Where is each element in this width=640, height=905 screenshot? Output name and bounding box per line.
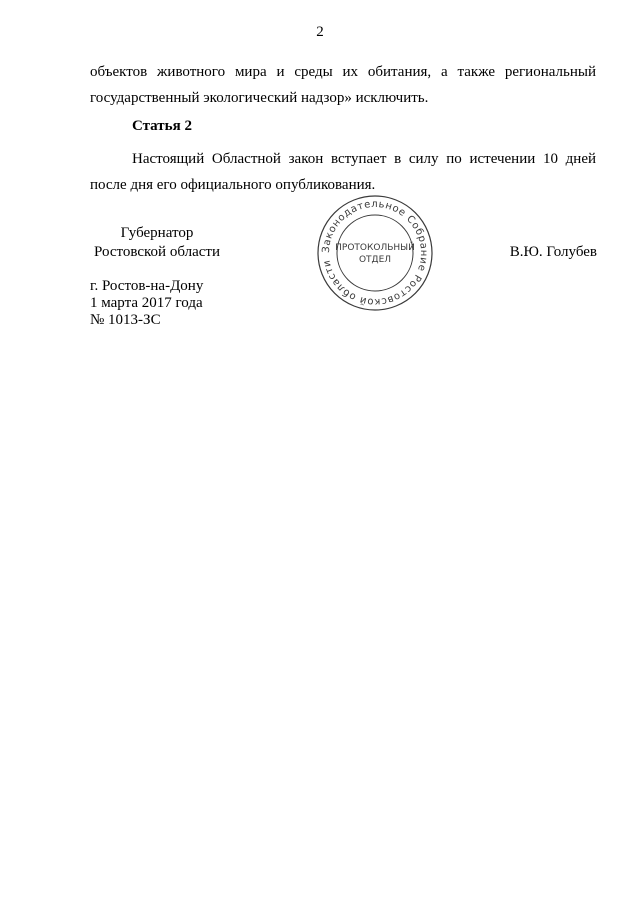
paragraph-line: Настоящий Областной закон вступает в силу по истечении 10 дней [132, 151, 596, 167]
city: г. Ростов-на-Дону [90, 278, 204, 294]
page-number: 2 [316, 24, 324, 40]
signer-title-line: Губернатор [120, 225, 194, 241]
stamp-ring-text: Законодательное Собрание Ростовской области [320, 198, 430, 308]
place-date-block [90, 278, 203, 329]
paragraph-line: после дня его официального опубликования. [90, 177, 376, 193]
law-number: № 1013-ЗС [90, 312, 161, 328]
stamp-outer-ring [318, 196, 432, 310]
article-heading: Статья 2 [132, 118, 192, 134]
date: 1 марта 2017 года [90, 295, 203, 311]
paragraph-line: объектов животного мира и среды их обитания, а также региональный [90, 64, 596, 80]
stamp-center-line2: ОТДЕЛ [358, 255, 392, 265]
signer-title [92, 224, 222, 262]
signer-name: В.Ю. Голубев [509, 244, 597, 260]
stamp-center-line1: ПРОТОКОЛЬНЫЙ [335, 243, 415, 253]
paragraph-line: государственный экологический надзор» исключить. [90, 90, 429, 106]
signer-title-line: Ростовской области [94, 244, 220, 260]
paragraph-continuation [90, 59, 596, 111]
article-text [90, 146, 596, 198]
stamp-inner-ring [337, 215, 413, 291]
official-stamp [315, 193, 435, 313]
